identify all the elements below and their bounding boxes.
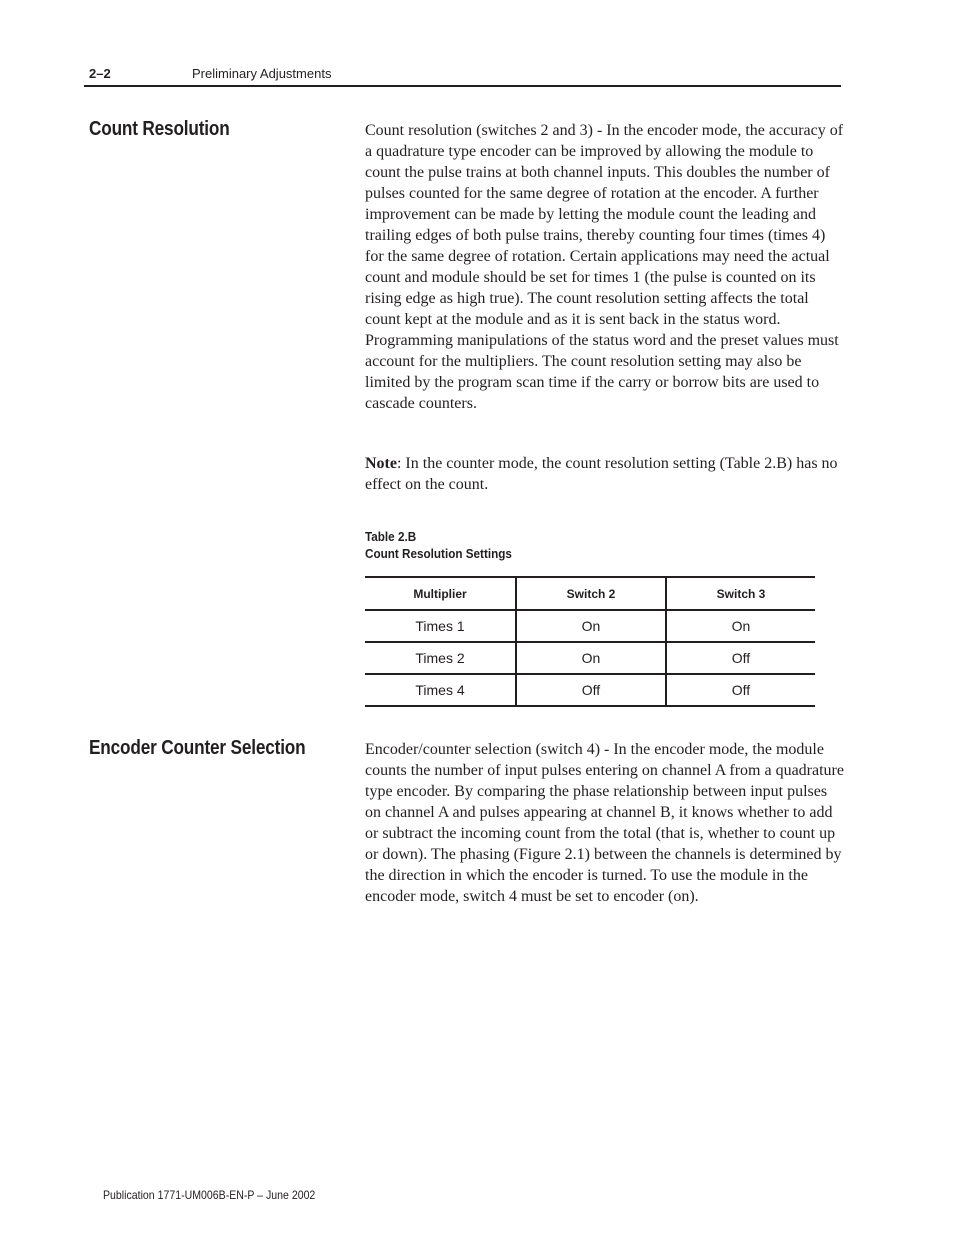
table-number: Table 2.B: [365, 529, 417, 544]
table-caption: [365, 528, 512, 562]
table-row: [365, 674, 815, 706]
table-cell: Times 2: [365, 642, 516, 674]
chapter-title: Preliminary Adjustments: [192, 66, 332, 81]
column-header: Multiplier: [365, 577, 516, 610]
table-cell: Off: [666, 642, 815, 674]
note-label: Note: [365, 455, 397, 472]
page-number: 2–2: [89, 66, 111, 81]
table-header-row: [365, 577, 815, 610]
count-resolution-table: [365, 576, 815, 707]
column-header: Switch 2: [516, 577, 666, 610]
note-paragraph: [365, 453, 845, 495]
count-resolution-paragraph: Count resolution (switches 2 and 3) - In the encoder mode, the accuracy of a quadrature type encoder can be improved by allowing the module to count the pulse trains at both channel inputs. This doubles the number of pulses counted for the same degree of rotation at the encoder. A further improvement can be made by letting the module count the leading and trailing edges of both pulse trains, thereby counting four times (times 4) for the same degree of rotation. Certain applications may need the actual count and module should be set for times 1 (the pulse is counted on its rising edge as high true). The count resolution setting affects the total count kept at the module and as it is sent back in the status word. Programming manipulations of the status word and the preset values must account for the multipliers. The count resolution setting may also be limited by the program scan time if the carry or borrow bits are used to cascade counters.: [365, 122, 844, 412]
encoder-counter-paragraph: Encoder/counter selection (switch 4) - In the encoder mode, the module counts the number of input pulses entering on channel A from a quadrature type encoder. By comparing the phase relationship between input pulses on channel A and pulses appearing at channel B, it knows whether to add or subtract the incoming count from the total (that is, whether to count up or down). The phasing (Figure 2.1) between the channels is determined by the direction in which the encoder is turned. To use the module in the encoder mode, switch 4 must be set to encoder (on).: [365, 741, 844, 905]
table-cell: On: [516, 610, 666, 642]
section-heading-count-resolution: Count Resolution: [89, 118, 230, 140]
table-cell: Times 1: [365, 610, 516, 642]
table-cell: On: [516, 642, 666, 674]
section-heading-encoder-counter-selection: Encoder Counter Selection: [89, 737, 306, 759]
table-cell: Off: [666, 674, 815, 706]
table-cell: On: [666, 610, 815, 642]
table-row: [365, 610, 815, 642]
table-row: [365, 642, 815, 674]
publication-footer: Publication 1771-UM006B-EN-P – June 2002: [103, 1188, 316, 1202]
table-cell: Off: [516, 674, 666, 706]
table-cell: Times 4: [365, 674, 516, 706]
header-divider: [84, 85, 841, 87]
note-text: : In the counter mode, the count resolution setting (Table 2.B) has no effect on the count.: [365, 455, 838, 493]
column-header: Switch 3: [666, 577, 815, 610]
table-title: Count Resolution Settings: [365, 546, 512, 561]
